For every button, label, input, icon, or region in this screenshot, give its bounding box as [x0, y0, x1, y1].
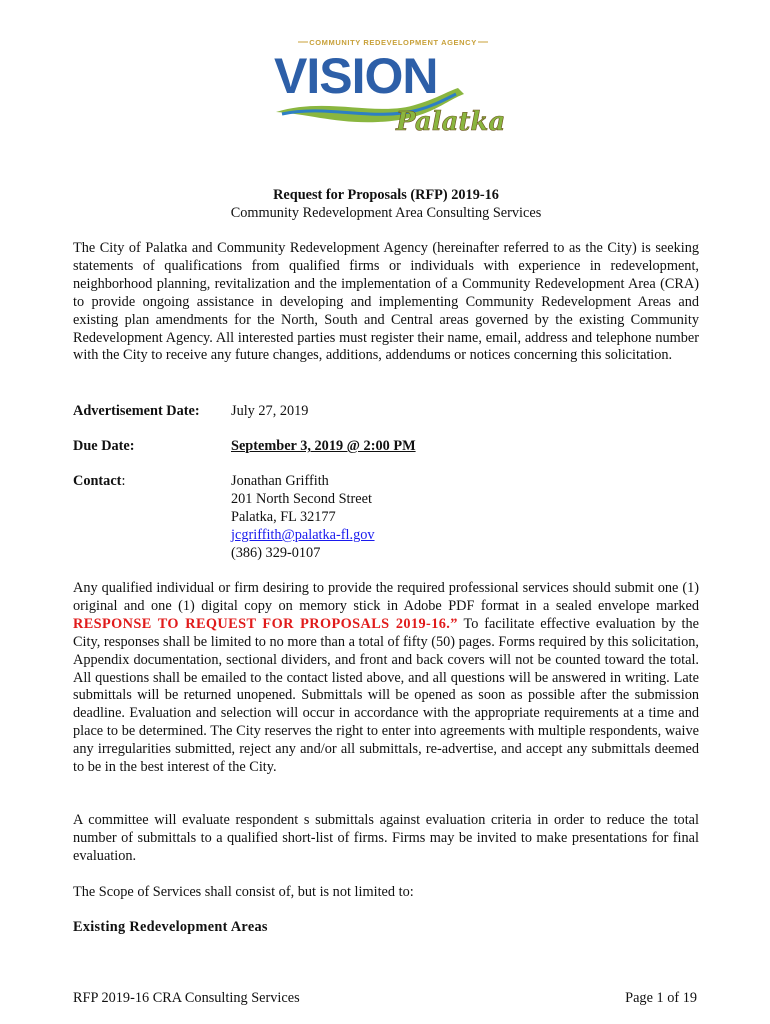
rfp-title-line2: Community Redevelopment Area Consulting Services	[230, 205, 542, 221]
contact-email-link[interactable]: jcgriffith@palatka-fl.gov	[231, 527, 375, 543]
submission-text-before: Any qualified individual or firm desiring to provide the required professional services should submit one (1) original and one (1) digital copy on memory stick in Adobe PDF format in a sealed envelope marked	[73, 580, 699, 614]
rfp-title-line1: Request for Proposals (RFP) 2019-16	[273, 187, 499, 203]
due-date-value: September 3, 2019 @ 2:00 PM	[231, 438, 416, 454]
section-heading: Existing Redevelopment Areas	[73, 919, 268, 935]
footer-page-number: Page 1 of 19	[625, 990, 697, 1006]
scope-intro: The Scope of Services shall consist of, but is not limited to:	[73, 884, 414, 900]
intro-paragraph: The City of Palatka and Community Redevelopment Agency (hereinafter referred to as the City) is seeking statements of qualifications from qualified firms or individuals with experience in redevelopment, neighborhood planning, revitalization and the implementation of a Community Redevelopment Area (CRA) to provide ongoing assistance in developing and implementing Community Redevelopment Areas and existing plan amendments for the North, South and Central areas governed by the existing Community Redevelopment Agency. All interested parties must register their name, email, address and telephone number with the City to receive any future changes, additions, addendums or notices concerning this solicitation.	[73, 240, 699, 364]
contact-label-row	[73, 472, 125, 490]
contact-street: 201 North Second Street	[231, 491, 372, 507]
logo-script-word: Palatka	[396, 107, 506, 137]
rfp-title	[73, 186, 699, 222]
logo-graphic	[268, 30, 518, 140]
committee-paragraph: A committee will evaluate respondent s submittals against evaluation criteria in order to reduce the total number of submittals to a qualified short-list of firms. Firms may be invited to make presentations for final evaluation.	[73, 812, 699, 864]
submission-envelope-marking: RESPONSE TO REQUEST FOR PROPOSALS 2019-16.”	[73, 615, 458, 632]
advertisement-date-label: Advertisement Date:	[73, 403, 200, 419]
logo-word: VISION	[274, 48, 438, 104]
footer-document-title: RFP 2019-16 CRA Consulting Services	[73, 990, 300, 1006]
contact-name: Jonathan Griffith	[231, 473, 329, 489]
submission-text-after: To facilitate effective evaluation by the City, responses shall be limited to no more than a total of fifty (50) pages. Forms required by this solicitation, Appendix documentation, sectional dividers, and front and back covers will not be counted toward the total. All questions shall be emailed to the contact listed above, and all questions will be answered in writing. Late submittals will be returned unopened. Submittals will be opened as soon as possible after the submission deadline. Evaluation and selection will occur in accordance with the appropriate requirements at a time and place to be determined. The City reserves the right to enter into agreements with multiple respondents, waive any irregularities submitted, reject any and/or all submittals, re-advertise, and accept any submittals deemed to be in the best interest of the City.	[73, 615, 700, 776]
contact-label: Contact	[73, 473, 122, 489]
contact-city: Palatka, FL 32177	[231, 509, 336, 525]
contact-block	[231, 472, 375, 562]
contact-label-colon: :	[121, 473, 126, 489]
logo-agency-line: COMMUNITY REDEVELOPMENT AGENCY	[309, 38, 477, 47]
vision-palatka-logo	[268, 30, 518, 140]
submission-paragraph	[73, 580, 699, 777]
contact-phone: (386) 329-0107	[231, 545, 321, 561]
due-date-label: Due Date:	[73, 438, 135, 454]
advertisement-date-value: July 27, 2019	[231, 403, 309, 419]
